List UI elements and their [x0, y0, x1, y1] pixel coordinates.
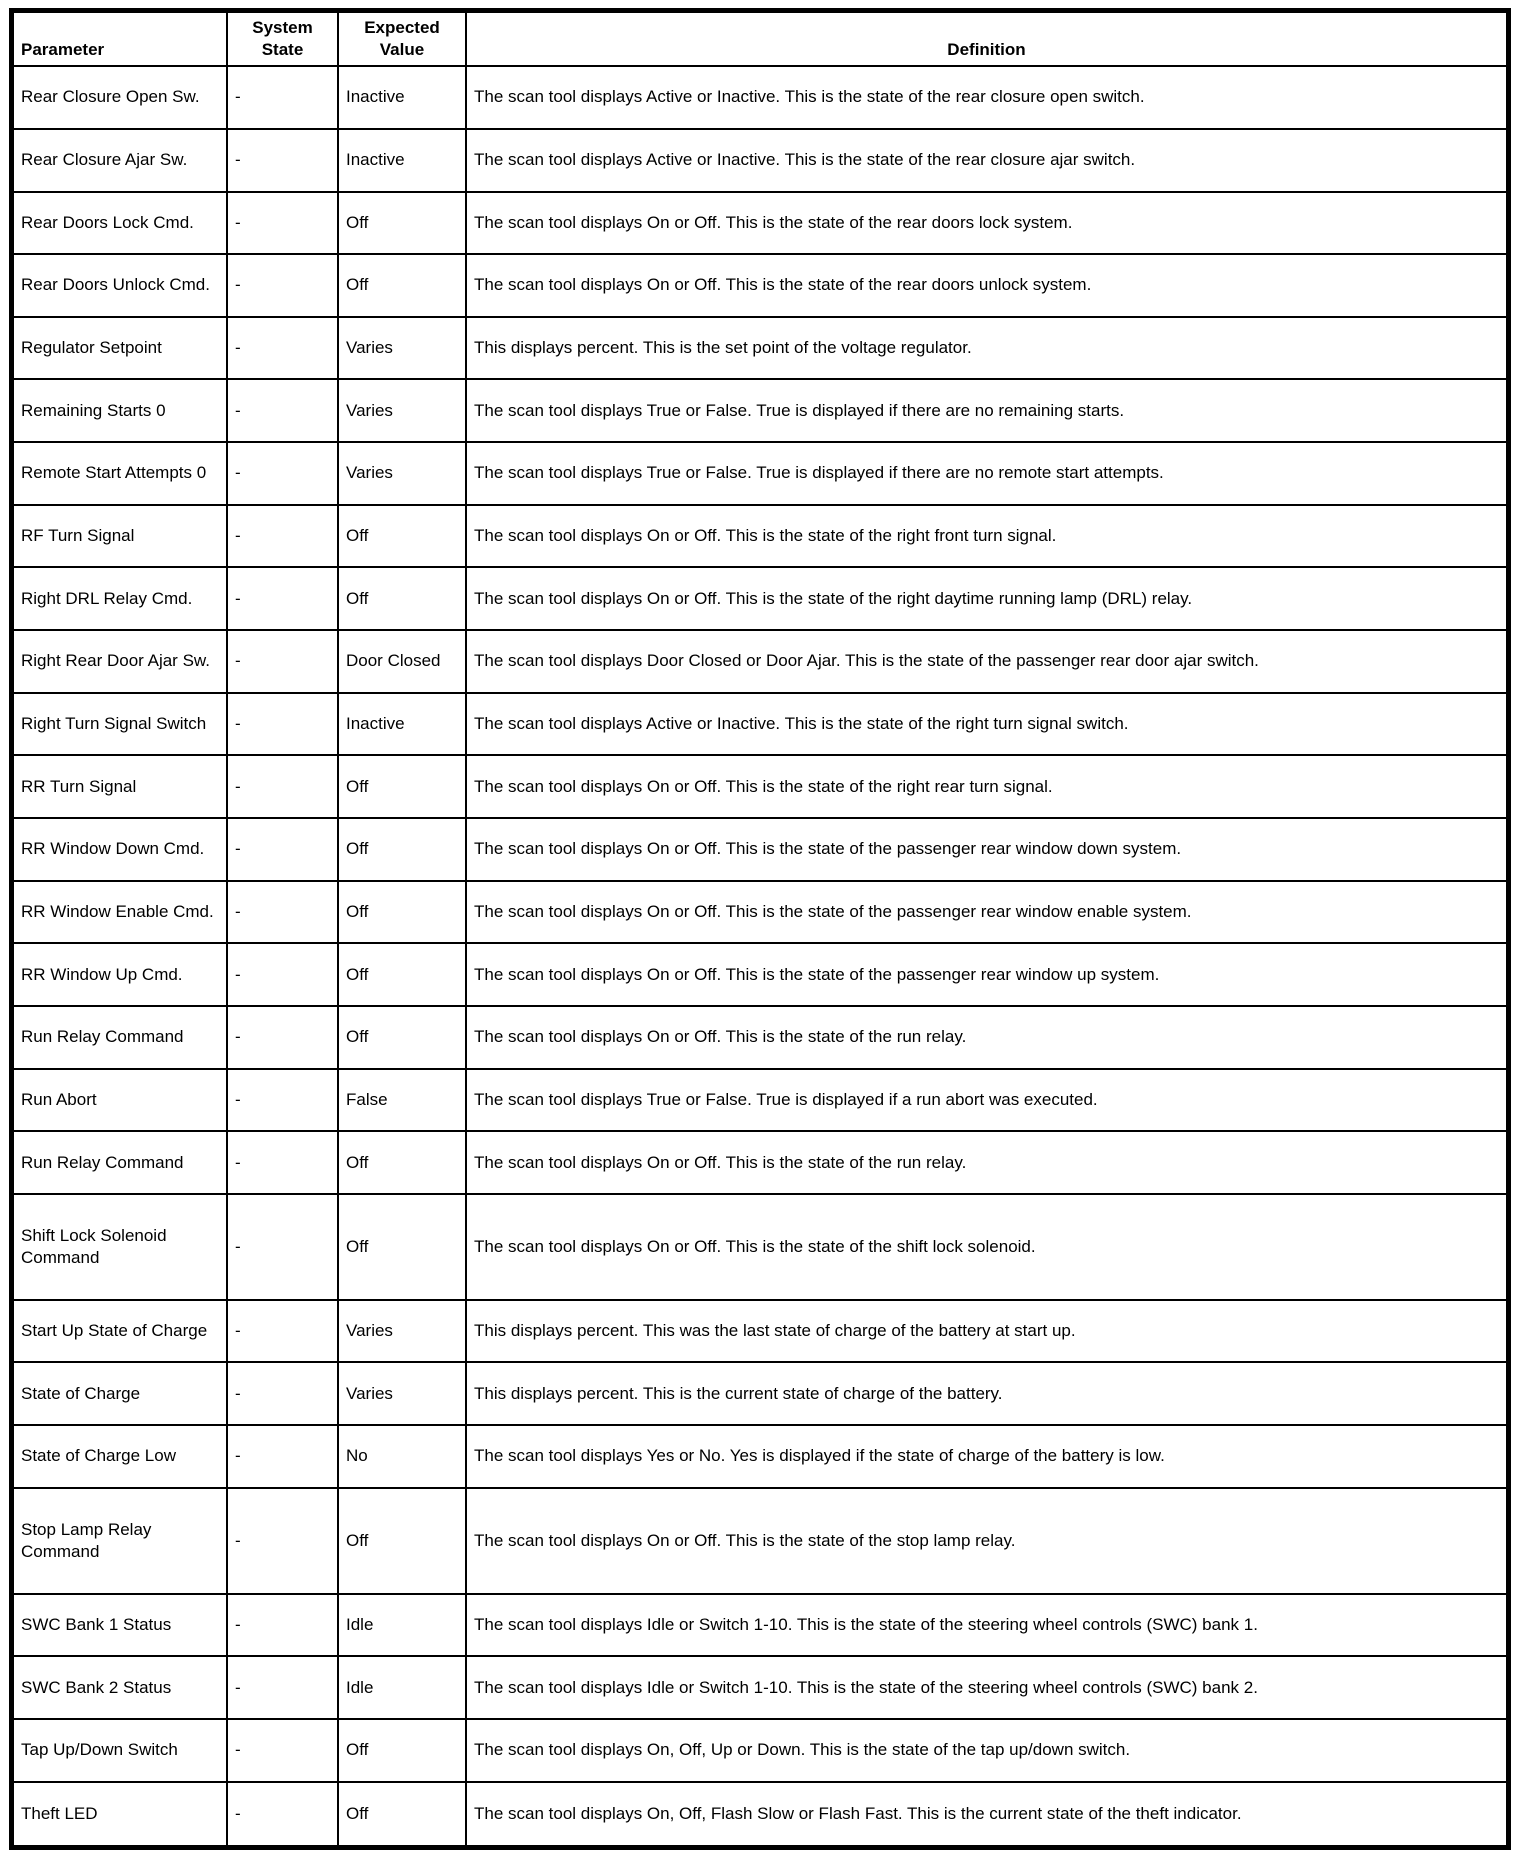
table-row — [12, 630, 1509, 693]
system-state-cell: - — [227, 1069, 338, 1132]
definition-cell: This displays percent. This was the last state of charge of the battery at start up. — [466, 1300, 1509, 1363]
definition-cell: The scan tool displays Door Closed or Door Ajar. This is the state of the passenger rear door ajar switch. — [466, 630, 1509, 693]
parameter-cell: RF Turn Signal — [12, 505, 228, 568]
parameter-cell: Right Rear Door Ajar Sw. — [12, 630, 228, 693]
definition-cell: The scan tool displays True or False. True is displayed if a run abort was executed. — [466, 1069, 1509, 1132]
table-body — [12, 66, 1509, 1847]
system-state-cell: - — [227, 630, 338, 693]
definition-cell: The scan tool displays On or Off. This is the state of the right front turn signal. — [466, 505, 1509, 568]
system-state-cell: - — [227, 1131, 338, 1194]
parameter-cell: RR Window Enable Cmd. — [12, 881, 228, 944]
parameter-cell: Tap Up/Down Switch — [12, 1719, 228, 1782]
definition-cell: This displays percent. This is the set point of the voltage regulator. — [466, 317, 1509, 380]
table-row — [12, 254, 1509, 317]
expected-value-cell: Idle — [338, 1656, 466, 1719]
definition-cell: The scan tool displays Active or Inactive. This is the state of the right turn signal switch. — [466, 693, 1509, 756]
parameter-cell: Remaining Starts 0 — [12, 379, 228, 442]
parameter-cell: Remote Start Attempts 0 — [12, 442, 228, 505]
definition-cell: The scan tool displays Active or Inactive. This is the state of the rear closure open switch. — [466, 66, 1509, 129]
table-row — [12, 1300, 1509, 1363]
expected-value-cell: Off — [338, 1131, 466, 1194]
parameter-cell: SWC Bank 1 Status — [12, 1594, 228, 1657]
system-state-cell: - — [227, 693, 338, 756]
table-row — [12, 1131, 1509, 1194]
expected-value-cell: Varies — [338, 1362, 466, 1425]
expected-value-cell: Off — [338, 567, 466, 630]
table-row — [12, 442, 1509, 505]
system-state-cell: - — [227, 66, 338, 129]
system-state-cell: - — [227, 505, 338, 568]
parameter-cell: Run Abort — [12, 1069, 228, 1132]
table-row — [12, 129, 1509, 192]
table-row — [12, 755, 1509, 818]
parameter-cell: SWC Bank 2 Status — [12, 1656, 228, 1719]
table-row — [12, 567, 1509, 630]
definition-cell: The scan tool displays On or Off. This is the state of the run relay. — [466, 1131, 1509, 1194]
parameter-cell: Rear Doors Unlock Cmd. — [12, 254, 228, 317]
table-row — [12, 1069, 1509, 1132]
expected-value-cell: Off — [338, 505, 466, 568]
column-header-system-state: System State — [227, 11, 338, 67]
table-row — [12, 1488, 1509, 1594]
expected-value-cell: Varies — [338, 442, 466, 505]
table-row — [12, 1719, 1509, 1782]
expected-value-cell: Off — [338, 1006, 466, 1069]
expected-value-cell: Off — [338, 881, 466, 944]
expected-value-cell: Off — [338, 1488, 466, 1594]
table-row — [12, 943, 1509, 1006]
expected-value-cell: Inactive — [338, 66, 466, 129]
definition-cell: The scan tool displays On or Off. This is the state of the passenger rear window up system. — [466, 943, 1509, 1006]
parameter-cell: Rear Closure Open Sw. — [12, 66, 228, 129]
definition-cell: The scan tool displays True or False. True is displayed if there are no remote start attempts. — [466, 442, 1509, 505]
expected-value-cell: Off — [338, 755, 466, 818]
parameter-cell: Regulator Setpoint — [12, 317, 228, 380]
parameter-cell: Run Relay Command — [12, 1006, 228, 1069]
expected-value-cell: Off — [338, 943, 466, 1006]
table-header — [12, 11, 1509, 67]
table-row — [12, 881, 1509, 944]
definition-cell: The scan tool displays On or Off. This is the state of the shift lock solenoid. — [466, 1194, 1509, 1300]
system-state-cell: - — [227, 1719, 338, 1782]
system-state-cell: - — [227, 1488, 338, 1594]
expected-value-cell: Off — [338, 1194, 466, 1300]
definition-cell: The scan tool displays On, Off, Up or Down. This is the state of the tap up/down switch. — [466, 1719, 1509, 1782]
table-row — [12, 1194, 1509, 1300]
definition-cell: The scan tool displays On or Off. This is the state of the rear doors lock system. — [466, 192, 1509, 255]
table-row — [12, 317, 1509, 380]
expected-value-cell: Off — [338, 192, 466, 255]
table-row — [12, 1362, 1509, 1425]
definition-cell: The scan tool displays Idle or Switch 1-10. This is the state of the steering wheel controls (SWC) bank 2. — [466, 1656, 1509, 1719]
parameter-cell: Right Turn Signal Switch — [12, 693, 228, 756]
definition-cell: This displays percent. This is the current state of charge of the battery. — [466, 1362, 1509, 1425]
table-row — [12, 1594, 1509, 1657]
parameter-table — [9, 8, 1511, 1850]
parameter-cell: RR Window Up Cmd. — [12, 943, 228, 1006]
system-state-cell: - — [227, 1006, 338, 1069]
expected-value-cell: Off — [338, 254, 466, 317]
system-state-cell: - — [227, 755, 338, 818]
system-state-cell: - — [227, 1656, 338, 1719]
parameter-cell: Rear Doors Lock Cmd. — [12, 192, 228, 255]
system-state-cell: - — [227, 379, 338, 442]
expected-value-cell: Varies — [338, 317, 466, 380]
system-state-cell: - — [227, 254, 338, 317]
parameter-cell: Shift Lock Solenoid Command — [12, 1194, 228, 1300]
parameter-cell: RR Turn Signal — [12, 755, 228, 818]
definition-cell: The scan tool displays On or Off. This is the state of the rear doors unlock system. — [466, 254, 1509, 317]
table-row — [12, 1425, 1509, 1488]
expected-value-cell: Off — [338, 1719, 466, 1782]
header-row — [12, 11, 1509, 67]
expected-value-cell: Inactive — [338, 693, 466, 756]
definition-cell: The scan tool displays True or False. True is displayed if there are no remaining starts. — [466, 379, 1509, 442]
definition-cell: The scan tool displays On or Off. This is the state of the right rear turn signal. — [466, 755, 1509, 818]
table-row — [12, 505, 1509, 568]
system-state-cell: - — [227, 567, 338, 630]
column-header-definition: Definition — [466, 11, 1509, 67]
system-state-cell: - — [227, 1782, 338, 1848]
system-state-cell: - — [227, 1362, 338, 1425]
system-state-cell: - — [227, 881, 338, 944]
parameter-cell: Rear Closure Ajar Sw. — [12, 129, 228, 192]
expected-value-cell: Off — [338, 1782, 466, 1848]
table-row — [12, 1006, 1509, 1069]
definition-cell: The scan tool displays On, Off, Flash Slow or Flash Fast. This is the current state of the theft indicator. — [466, 1782, 1509, 1848]
definition-cell: The scan tool displays Active or Inactive. This is the state of the rear closure ajar switch. — [466, 129, 1509, 192]
table-row — [12, 1782, 1509, 1848]
expected-value-cell: Idle — [338, 1594, 466, 1657]
expected-value-cell: Inactive — [338, 129, 466, 192]
table-row — [12, 693, 1509, 756]
column-header-expected-value: Expected Value — [338, 11, 466, 67]
parameter-cell: Start Up State of Charge — [12, 1300, 228, 1363]
expected-value-cell: No — [338, 1425, 466, 1488]
column-header-parameter: Parameter — [12, 11, 228, 67]
definition-cell: The scan tool displays On or Off. This is the state of the passenger rear window enable system. — [466, 881, 1509, 944]
system-state-cell: - — [227, 317, 338, 380]
parameter-cell: Right DRL Relay Cmd. — [12, 567, 228, 630]
system-state-cell: - — [227, 1300, 338, 1363]
system-state-cell: - — [227, 818, 338, 881]
definition-cell: The scan tool displays On or Off. This is the state of the right daytime running lamp (DRL) relay. — [466, 567, 1509, 630]
system-state-cell: - — [227, 442, 338, 505]
table-row — [12, 66, 1509, 129]
definition-cell: The scan tool displays On or Off. This is the state of the passenger rear window down system. — [466, 818, 1509, 881]
parameter-cell: State of Charge — [12, 1362, 228, 1425]
expected-value-cell: Varies — [338, 379, 466, 442]
expected-value-cell: Varies — [338, 1300, 466, 1363]
expected-value-cell: False — [338, 1069, 466, 1132]
definition-cell: The scan tool displays On or Off. This is the state of the run relay. — [466, 1006, 1509, 1069]
table-row — [12, 192, 1509, 255]
parameter-cell: State of Charge Low — [12, 1425, 228, 1488]
parameter-cell: Run Relay Command — [12, 1131, 228, 1194]
system-state-cell: - — [227, 192, 338, 255]
expected-value-cell: Off — [338, 818, 466, 881]
table-row — [12, 379, 1509, 442]
system-state-cell: - — [227, 129, 338, 192]
definition-cell: The scan tool displays On or Off. This is the state of the stop lamp relay. — [466, 1488, 1509, 1594]
table-row — [12, 1656, 1509, 1719]
system-state-cell: - — [227, 943, 338, 1006]
system-state-cell: - — [227, 1194, 338, 1300]
table-row — [12, 818, 1509, 881]
parameter-cell: RR Window Down Cmd. — [12, 818, 228, 881]
parameter-cell: Theft LED — [12, 1782, 228, 1848]
system-state-cell: - — [227, 1594, 338, 1657]
expected-value-cell: Door Closed — [338, 630, 466, 693]
definition-cell: The scan tool displays Yes or No. Yes is displayed if the state of charge of the battery is low. — [466, 1425, 1509, 1488]
definition-cell: The scan tool displays Idle or Switch 1-10. This is the state of the steering wheel controls (SWC) bank 1. — [466, 1594, 1509, 1657]
parameter-cell: Stop Lamp Relay Command — [12, 1488, 228, 1594]
system-state-cell: - — [227, 1425, 338, 1488]
